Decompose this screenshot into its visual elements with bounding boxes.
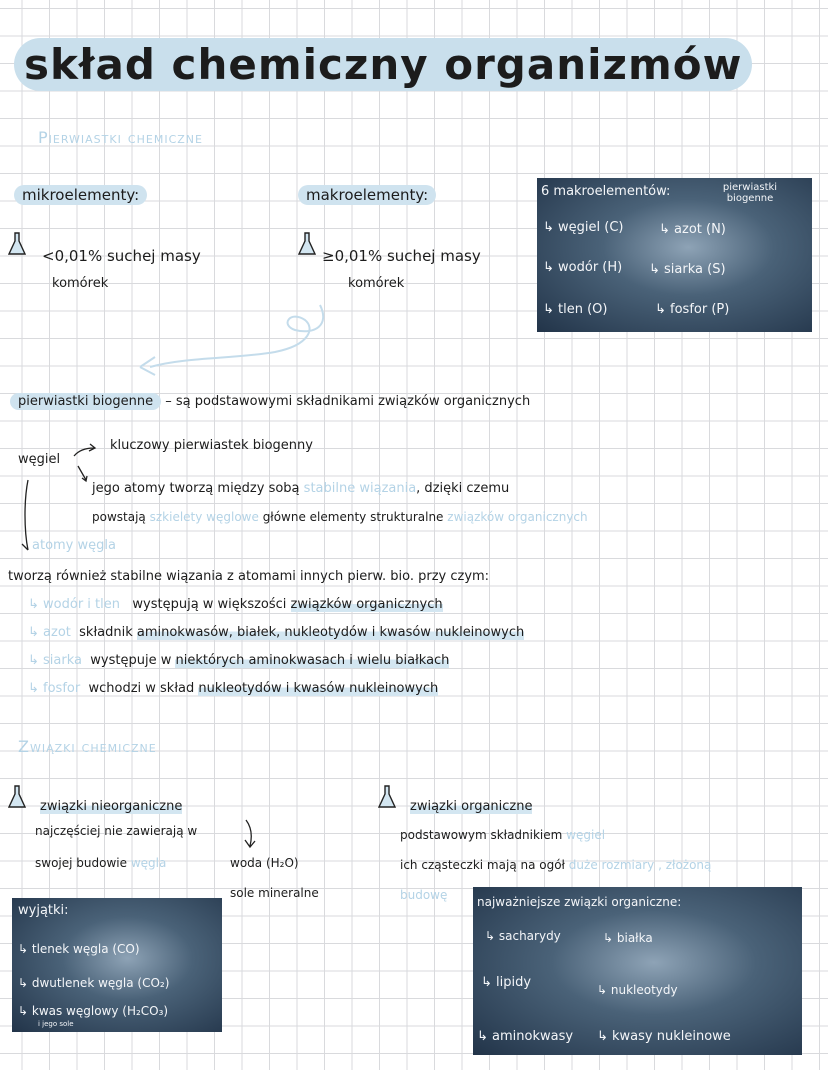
wegiel-label: węgiel: [18, 452, 61, 467]
wyjatki-box: [12, 898, 222, 1032]
macro-item: ↳ fosfor (P): [655, 302, 730, 317]
nieorg-example: woda (H₂O): [230, 856, 299, 870]
section-heading-elements: Pierwiastki chemiczne: [38, 128, 203, 147]
curved-arrow: [130, 300, 340, 380]
wyjatki-item: ↳ tlenek węgla (CO): [18, 942, 140, 956]
element-row: ↳ fosfor wchodzi w skład nukleotydów i kwasów nukleinowych: [28, 681, 439, 696]
flask-icon: [378, 785, 396, 809]
macro-box-heading: 6 makroelementów:: [541, 184, 671, 199]
org-box: [473, 887, 802, 1055]
org-item: ↳ kwasy nukleinowe: [597, 1029, 731, 1044]
flask-icon: [8, 232, 26, 256]
nieorg-line1: najczęściej nie zawierają w: [35, 824, 198, 838]
org-item: ↳ nukleotydy: [597, 983, 678, 997]
mikro-line2: komórek: [52, 276, 109, 291]
tworza-line: tworzą również stabilne wiązania z atomami innych pierw. bio. przy czym:: [8, 569, 490, 584]
page-title: skład chemiczny organizmów: [14, 40, 752, 89]
org-line1: podstawowym składnikiem węgiel: [400, 828, 606, 842]
macro-item: ↳ azot (N): [659, 222, 726, 237]
down-arrow: [240, 818, 260, 850]
section-heading-compounds: Związki chemiczne: [18, 737, 157, 756]
element-row: ↳ wodór i tlen występują w większości związków organicznych: [28, 597, 443, 612]
wyjatki-item: ↳ kwas węglowy (H₂CO₃): [18, 1004, 169, 1018]
nieorg-line2: swojej budowie węgla: [35, 856, 167, 870]
org-label: związki organiczne: [410, 799, 533, 814]
wegiel-branch2b: powstają szkielety węglowe główne elementy strukturalne związków organicznych: [92, 510, 588, 524]
wyjatki-heading: wyjątki:: [18, 903, 69, 918]
wyjatki-note: i jego sole: [38, 1020, 74, 1028]
macro-item: ↳ tlen (O): [543, 302, 608, 317]
nieorg-label: związki nieorganiczne: [40, 799, 183, 814]
nieorg-example: sole mineralne: [230, 886, 319, 900]
macro-item: ↳ siarka (S): [649, 262, 726, 277]
macro-box-note: pierwiastki biogenne: [722, 182, 778, 204]
flask-icon: [298, 232, 316, 256]
element-row: ↳ azot składnik aminokwasów, białek, nukleotydów i kwasów nukleinowych: [28, 625, 525, 640]
makro-line2: komórek: [348, 276, 405, 291]
wegiel-branch1: kluczowy pierwiastek biogenny: [110, 438, 313, 453]
org-line3: budowę: [400, 888, 448, 902]
makro-label: makroelementy:: [298, 186, 436, 204]
macro-box: [537, 178, 812, 332]
macro-item: ↳ wodór (H): [543, 260, 623, 275]
element-row: ↳ siarka występuje w niektórych aminokwasach i wielu białkach: [28, 653, 450, 668]
org-line2: ich cząsteczki mają na ogół duże rozmiary , złożoną: [400, 858, 712, 872]
wegiel-branch2: jego atomy tworzą między sobą stabilne wiązania, dzięki czemu: [92, 481, 510, 496]
makro-line1: ≥0,01% suchej masy: [322, 247, 481, 265]
mikro-label: mikroelementy:: [14, 186, 147, 204]
org-item: ↳ sacharydy: [485, 929, 561, 943]
org-item: ↳ białka: [603, 931, 653, 945]
biogenne-line: pierwiastki biogenne – są podstawowymi składnikami związków organicznych: [10, 394, 530, 409]
org-item: ↳ lipidy: [481, 975, 532, 990]
org-item: ↳ aminokwasy: [477, 1029, 574, 1044]
wegiel-branch3: atomy węgla: [32, 538, 116, 553]
flask-icon: [8, 785, 26, 809]
org-box-heading: najważniejsze związki organiczne:: [477, 895, 682, 909]
wyjatki-item: ↳ dwutlenek węgla (CO₂): [18, 976, 170, 990]
macro-item: ↳ węgiel (C): [543, 220, 624, 235]
mikro-line1: <0,01% suchej masy: [42, 247, 201, 265]
